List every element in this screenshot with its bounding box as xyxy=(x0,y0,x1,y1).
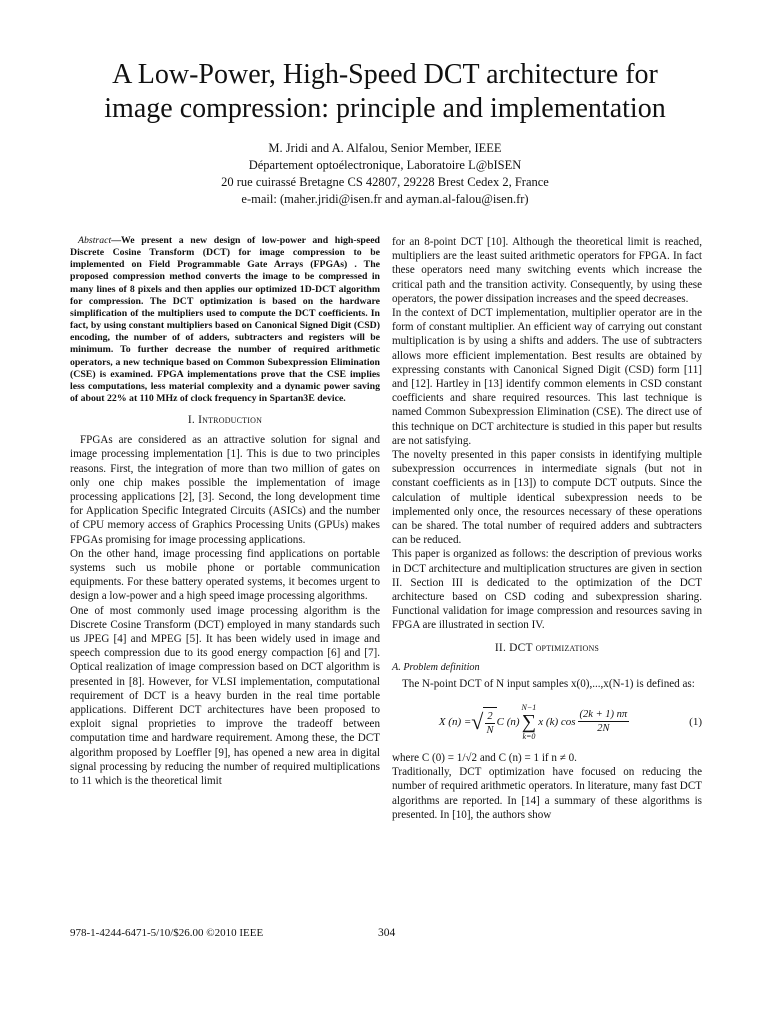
paper-title xyxy=(60,58,710,126)
equation-body xyxy=(392,703,678,741)
abstract xyxy=(70,235,380,405)
cos-argument-fraction xyxy=(578,708,630,735)
abstract-label: Abstract xyxy=(78,235,112,246)
equation-coefficient: C (n) xyxy=(496,715,520,728)
sum-upper-limit: N−1 xyxy=(521,702,537,712)
subsection-heading-problem-definition: A. Problem definition xyxy=(392,661,480,673)
sec2-paragraph-2: Traditionally, DCT optimization have focused on reducing the number of required arithmetic operators. In literature, many fast DCT algorithms are reported. In [14] a summary of these algorithms is presented. In [10], the authors show xyxy=(392,766,702,821)
footer-isbn: 978-1-4244-6471-5/10/$26.00 ©2010 IEEE xyxy=(70,927,264,939)
intro-paragraph-2: On the other hand, image processing find applications on portable systems such us mobile phone or portable communication equipments. For these battery operated systems, it becomes urgent to design a low-power and a high speed image processing algorithms. xyxy=(70,547,380,603)
equation-number: (1) xyxy=(689,715,702,728)
author-address: 20 rue cuirassé Bretagne CS 42807, 29228 Brest Cedex 2, France xyxy=(221,175,549,189)
abstract-text: —We present a new design of low-power and high-speed Discrete Cosine Transform (DCT) for image compression to be implemented on Field Programmable Gate Arrays (FPGAs) . The proposed compression method converts the image to be compressed in many lines of 8 pixels and then applies our optimized 1D-DCT algorithm for compression. The DCT optimization is based on the hardware simplification of the multipliers used to compute the DCT coefficients. In fact, by using constant multipliers based on Canonical Signed Digit (CSD) encoding, the number of of adders, subtracters and registers will be minimum. To further decrease the number of required arithmetic operators, a new technique based on Common Subexpression Elimination (CSE) is examined. FPGA implementations prove that the CSE implies less computations, less material complexity and a dynamic power saving of about 22% at 110 MHz of clock frequency in Spartan3E device. xyxy=(70,235,380,405)
equation-term: x (k) cos xyxy=(538,715,576,728)
author-department: Département optoélectronique, Laboratoire L@bISEN xyxy=(248,158,522,172)
equation-summation xyxy=(522,703,537,741)
dct-equation xyxy=(392,699,702,745)
intro-paragraph-3: One of most commonly used image processing algorithm is the Discrete Cosine Transform (DCT) employed in many standards such us JPEG [4] and MPEG [5]. It has been widely used in image and speech compression due to its good energy compaction [6] and [7]. Optical realization of image compression based on DCT algorithm is presented in [8]. However, for VLSI implementation, computational requirement of DCT is a heavy burden in the real time portable applications. Different DCT architectures have been proposed to exploit signal proprieties to improve the tradeoff between computation time and hardware requirement. Among these, the DCT algorithm proposed by Loeffler [9], has opened a new area in digital signal processing by reducing the number of required multiplications to 11 which is the theoretical limit xyxy=(70,604,380,788)
sqrt-radicand xyxy=(483,707,496,737)
sqrt-numerator: 2 xyxy=(487,710,493,722)
sqrt-radical-symbol: √ xyxy=(471,708,484,734)
right-paragraph-3: The novelty presented in this paper consists in identifying multiple subexpression occurrences in intermediate signals (but not in constant coefficients as in [13]) to compute DCT outputs. Since the calculation of multiple identical subexpression needs to be implemented only once, the resources necessary of these operations can be shared. The total number of required adders and subtracters can be reduced. xyxy=(392,449,702,547)
equation-sqrt xyxy=(471,707,496,737)
author-email: e-mail: (maher.jridi@isen.fr and ayman.al-falou@isen.fr) xyxy=(241,192,529,206)
sigma-symbol: ∑ xyxy=(521,710,537,733)
right-paragraph-2: In the context of DCT implementation, multiplier operator are in the form of constant multiplier. An efficient way of carrying out constant multiplication is by using a shifts and adders. The use of subtracters allows more efficient implementation. Best results are obtained by expressing constants with Canonical Signed Digit (CSD) form [11] and [12]. Hartley in [13] identify common elements in CSD constant coefficients and share required resources. This last technique is named Common Subexpression Elimination (CSE). The direct use of this technique on DCT architecture is studied in this paper but results are not satisfying. xyxy=(392,307,702,447)
cos-denominator: 2N xyxy=(597,723,610,735)
section-heading-introduction: I. Introduction xyxy=(187,414,263,427)
right-paragraph-1: for an 8-point DCT [10]. Although the theoretical limit is reached, multipliers are the least suited arithmetic operators for FPGA. In fact these operators need many switching events which increase the critical path and the transition activity. Consequently, by using these operators, the power dissipation increases and the speed decreases. xyxy=(392,236,702,305)
author-names: M. Jridi and A. Alfalou, Senior Member, IEEE xyxy=(268,141,502,155)
where-clause: where C (0) = 1/√2 and C (n) = 1 if n ≠ 0. xyxy=(392,751,577,764)
title-line-1: A Low-Power, High-Speed DCT architecture for xyxy=(112,59,658,90)
author-block xyxy=(60,140,710,208)
left-column xyxy=(70,235,380,788)
intro-paragraph-1: FPGAs are considered as an attractive solution for signal and image processing implementation [1]. This is due to two principles reasons. First, the integration of more than two million of gates on only one chip makes possible the implementation of image processing applications [2], [3]. Second, the long development time for Application Specific Integrated Circuits (ASICs) and the number of CPU memory access of Graphics Processing Units (GPUs) makes FPGAs promising for image processing applications. xyxy=(70,434,380,546)
title-line-2: image compression: principle and implementation xyxy=(104,93,666,124)
section-heading-dct-optimizations: II. DCT optimizations xyxy=(494,641,600,654)
page-number: 304 xyxy=(378,927,396,939)
sum-lower-limit: k=0 xyxy=(522,731,536,741)
right-column xyxy=(392,235,702,822)
right-paragraph-4: This paper is organized as follows: the description of previous works in DCT architecture and multiplication structures are given in section II. Section III is dedicated to the optimization of the DCT architecture based on CSD coding and subexpression sharing. Functional validation for image compression and resources saving in FPGA are illustrated in section IV. xyxy=(392,548,702,632)
equation-lhs: X (n) = xyxy=(438,715,472,728)
dct-definition-intro: The N-point DCT of N input samples x(0),...,x(N-1) is defined as: xyxy=(402,677,695,690)
cos-numerator: (2k + 1) nπ xyxy=(579,709,628,721)
sqrt-fraction xyxy=(485,710,494,737)
sqrt-denominator: N xyxy=(486,724,494,736)
